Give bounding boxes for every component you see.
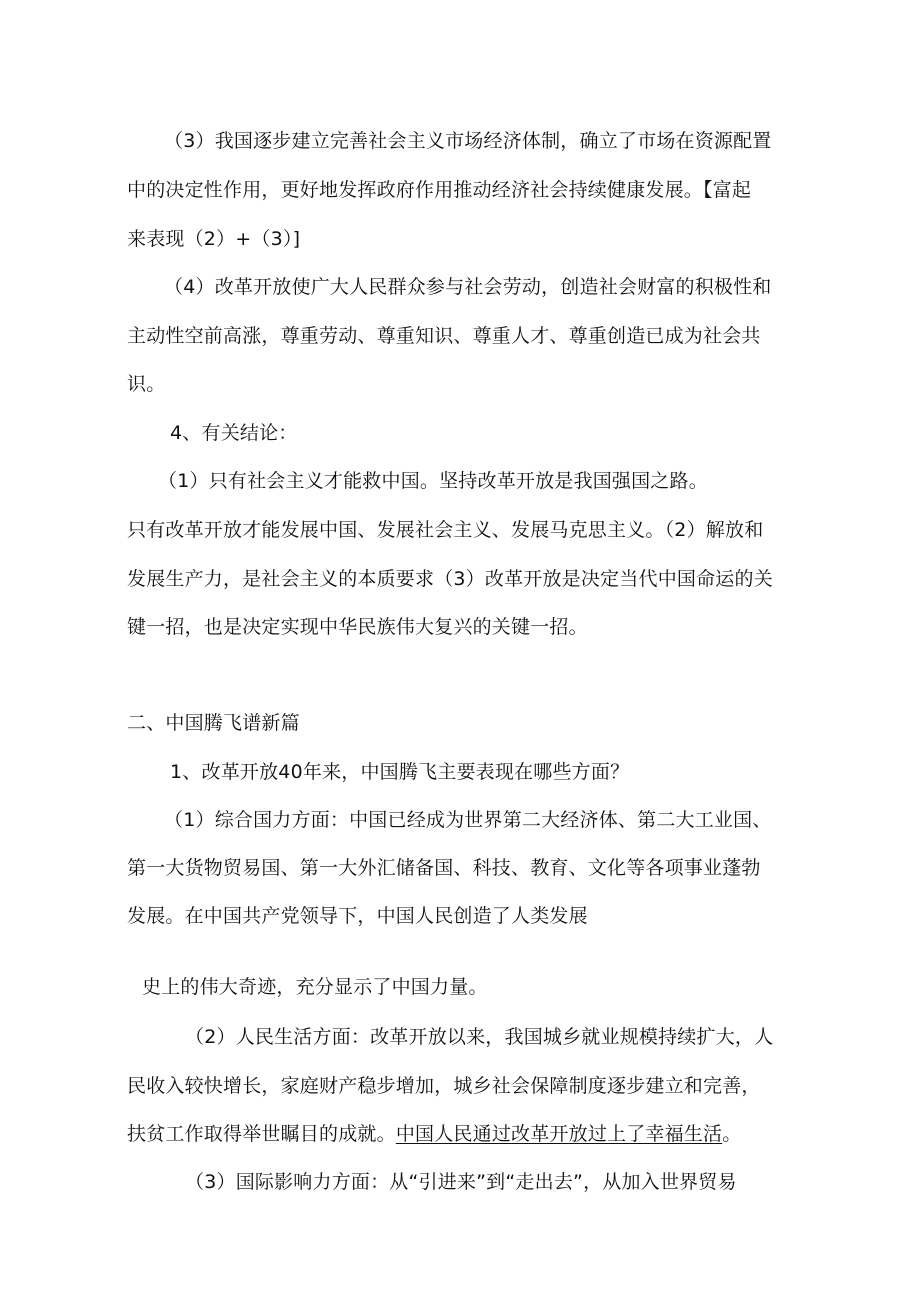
answer-2-line-3 bbox=[127, 1125, 741, 1144]
paragraph-4-line-1: （4）改革开放使广大人民群众参与社会劳动，创造社会财富的积极性和 bbox=[164, 276, 772, 298]
answer-1-line-1: （1）综合国力方面：中国已经成为世界第二大经济体、第二大工业国、 bbox=[164, 809, 772, 831]
conclusion-line-4: 键一招，也是决定实现中华民族伟大复兴的关键一招。 bbox=[127, 616, 588, 638]
conclusion-line-3: 发展生产力，是社会主义的本质要求（3）改革开放是决定当代中国命运的关 bbox=[127, 568, 773, 590]
answer-2-line-3-end: 。 bbox=[722, 1123, 742, 1145]
conclusion-line-1: （1）只有社会主义才能救中国。坚持改革开放是我国强国之路。 bbox=[158, 470, 708, 492]
paragraph-3-line-2: 中的决定性作用，更好地发挥政府作用推动经济社会持续健康发展。【富起 bbox=[127, 179, 752, 201]
question-1: 1、改革开放40年来，中国腾飞主要表现在哪些方面？ bbox=[170, 761, 630, 783]
paragraph-4-line-3: 识。 bbox=[127, 373, 166, 395]
paragraph-4-line-2: 主动性空前高涨，尊重劳动、尊重知识、尊重人才、尊重创造已成为社会共 bbox=[127, 325, 761, 347]
answer-2-line-3-plain: 扶贫工作取得举世瞩目的成就。 bbox=[127, 1123, 396, 1145]
answer-1-line-3: 发展。在中国共产党领导下，中国人民创造了人类发展 bbox=[127, 905, 588, 927]
answer-2-line-1: （2）人民生活方面：改革开放以来，我国城乡就业规模持续扩大，人 bbox=[185, 1026, 774, 1048]
section-2-title: 二、中国腾飞谱新篇 bbox=[127, 712, 300, 734]
answer-1-line-4: 史上的伟大奇迹，充分显示了中国力量。 bbox=[142, 976, 488, 998]
answer-2-line-2: 民收入较快增长，家庭财产稳步增加，城乡社会保障制度逐步建立和完善， bbox=[127, 1075, 761, 1097]
paragraph-3-line-3: 来表现（2）+（3）] bbox=[127, 228, 301, 250]
paragraph-3-line-1: （3）我国逐步建立完善社会主义市场经济体制，确立了市场在资源配置 bbox=[164, 130, 772, 152]
conclusion-line-2: 只有改革开放才能发展中国、发展社会主义、发展马克思主义。（2）解放和 bbox=[127, 519, 764, 541]
answer-2-underlined-text: 中国人民通过改革开放过上了幸福生活 bbox=[395, 1123, 723, 1145]
answer-1-line-2: 第一大货物贸易国、第一大外汇储备国、科技、教育、文化等各项事业蓬勃 bbox=[127, 857, 761, 879]
conclusions-heading: 4、有关结论： bbox=[170, 422, 298, 444]
answer-3-line-1: （3）国际影响力方面：从“引进来”到“走出去”，从加入世界贸易 bbox=[185, 1171, 737, 1193]
